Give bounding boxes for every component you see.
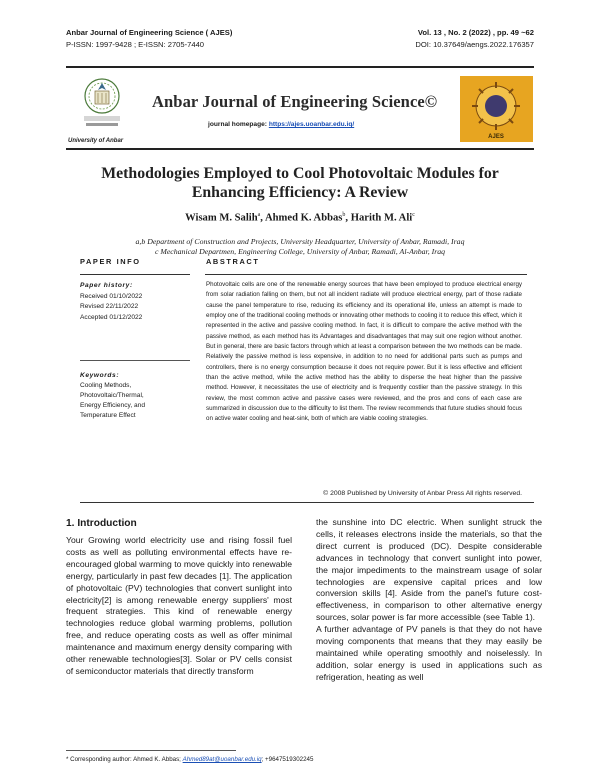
intro-paragraph-1: Your Growing world electricity use and rising fossil fuel costs as well as polluting environmental effects have re-encouraged global warming to move quickly into renewable energy, particularly in past few decades [1]. The application of photovoltaic (PV) technologies that convert sunlight into electricity[2] is among renewable energy suppliers' most frequent strategies. This kind of renewable energy technologies reduce global warming problems, pollution free, and reduce operating costs as well as offer minimal maintenance and maximum energy density comparing with other renewable technologies[3]. Solar or PV cells consist of semiconductor materials that directly transform [66,535,292,676]
university-logo-icon [70,74,134,136]
running-header-left [66,27,232,51]
abstract-text: Photovoltaic cells are one of the renewable energy sources that have been employed to produce electrical energy from solar radiation falling on them, but not all incident radiate will produce electrical energy, part of those radiate cause the panel temperature to rise, reducing its efficiency and its operational life, unless an attempt is made to employ one of the traditional cooling methods or innovating other methods to cooling it to reduce this effect, which it represented in the active and passive cooling method. In fact, it is difficult to compare the active method with the passive method, as each method has its Advantages and disadvantages that may suit one region without another. But in general, there are basic factors through which at least a comparison between the two methods can be made. Relatively the passive method is less expensive, in addition to no need for additional parts such as pumps and controllers, there is no energy consumption because it does not require power. But it is less effective and efficient than the active method, while the active method has the ability to disperse the heat higher than the passive method. However, it necessitates the use of electricity and is frequently costlier than the passive strategy. In this review, the most common active and passive cases were reviewed, and the pros and cons of each case are summarized in discussion due to the difficulty to list them. The review recommends that future studies should focus on active water cooling and heat-sink, both of which are viable cooling strategies. [206,281,522,423]
homepage-label: journal homepage: [208,121,267,128]
masthead-rule [66,148,534,150]
footnote-rule [66,750,236,751]
author-email-link[interactable]: Ahmed89at@uoanbar.edu.iq [182,756,262,763]
journal-name: Anbar Journal of Engineering Science ( AJES) [66,28,233,37]
header-rule [66,66,534,68]
copyright: © 2008 Published by University of Anbar Press All rights reserved. [323,490,522,497]
paper-title-line2: Enhancing Efficiency: A Review [191,184,409,201]
author-3: Harith M. Ali [350,212,413,224]
affiliation-1: a,b Department of Construction and Projects, University Headquarter, University of Anbar, Ramadi, Iraq [135,237,465,246]
keyword-item: Energy Efficiency, and [80,402,145,409]
keyword-item: Cooling Methods, [80,382,132,389]
journal-cover-logo-icon [460,76,533,142]
keyword-item: Temperature Effect [80,412,136,419]
author-2: Ahmed K. Abbas [265,212,343,224]
running-header-right [415,27,534,51]
author-1: Wisam M. Salih [185,212,258,224]
issn: P-ISSN: 1997-9428 ; E-ISSN: 2705-7440 [66,40,205,49]
received-date: Received 01/10/2022 [80,292,143,300]
footnote-prefix: * Corresponding author: Ahmed K. Abbas; [66,756,181,763]
paper-info-heading: PAPER INFO [80,257,141,266]
keyword-item: Photovoltaic/Thermal, [80,392,144,399]
doi: DOI: 10.37649/aengs.2022.176357 [415,40,534,49]
author-list: Wisam M. Salih$^a$, Ahmed K. Abbas$^b$, Harith M. Ali$^c$ [185,212,415,224]
abstract-heading: ABSTRACT [206,257,260,266]
history-rule [80,360,190,361]
intro-paragraph-2: A further advantage of PV panels is that they do not have moving components that means that they may easily be maintained while operating smoothly and noiselessly. In addition, solar energy is used in applications such as refrigeration, heating as well [316,624,542,682]
affiliation-2: c Mechanical Departmen, Engineering College, University of Anbar, Ramadi, Al-Anbar, Iraq [154,247,446,256]
cover-logo-text: AJES [488,134,504,140]
author-3-sup: c [412,212,415,218]
keywords [80,371,200,421]
volume-info: Vol. 13 , No. 2 (2022) , pp. 49 ~62 [417,28,534,37]
homepage-link[interactable]: https://ajes.uoanbar.edu.iq/ [268,121,355,128]
author-2-sup: b [342,212,346,218]
accepted-date: Accepted 01/12/2022 [80,313,143,321]
body-column-left [66,517,292,678]
journal-title: Anbar Journal of Engineering Science© [152,92,438,111]
abstract-bottom-rule [80,502,534,503]
intro-heading: 1. Introduction [66,518,137,529]
revised-date: Revised 22/11/2022 [80,303,139,310]
paper-title-line1: Methodologies Employed to Cool Photovoltaic Modules for [101,165,499,182]
history-heading: Paper history: [80,282,133,289]
author-phone: ; +9647519302245 [261,756,314,763]
author-1-sup: a [257,212,261,218]
journal-homepage [208,121,354,128]
body-column-right [316,517,542,684]
corresponding-author-footnote [66,756,313,763]
paper-info-rule [80,274,190,275]
paper-title [66,164,534,202]
abstract-rule [205,274,527,275]
university-label: University of Anbar [68,138,124,144]
intro-paragraph-1-cont: the sunshine into DC electric. When sunlight struck the cells, it releases electrons inside the materials, so that the direct current is produced (DC). Despite considerable advances in technology that convert sunlight into power, the major impediments to the mainstream usage of solar technologies are expensive capital prices and low conversion skills [4]. Aside from the panel's future cost-effectiveness, in comparison to other alternative energy sources, solar power is far more accessible (see Table 1). [316,517,542,623]
keywords-heading: Keywords: [80,372,120,379]
paper-history [80,281,200,323]
